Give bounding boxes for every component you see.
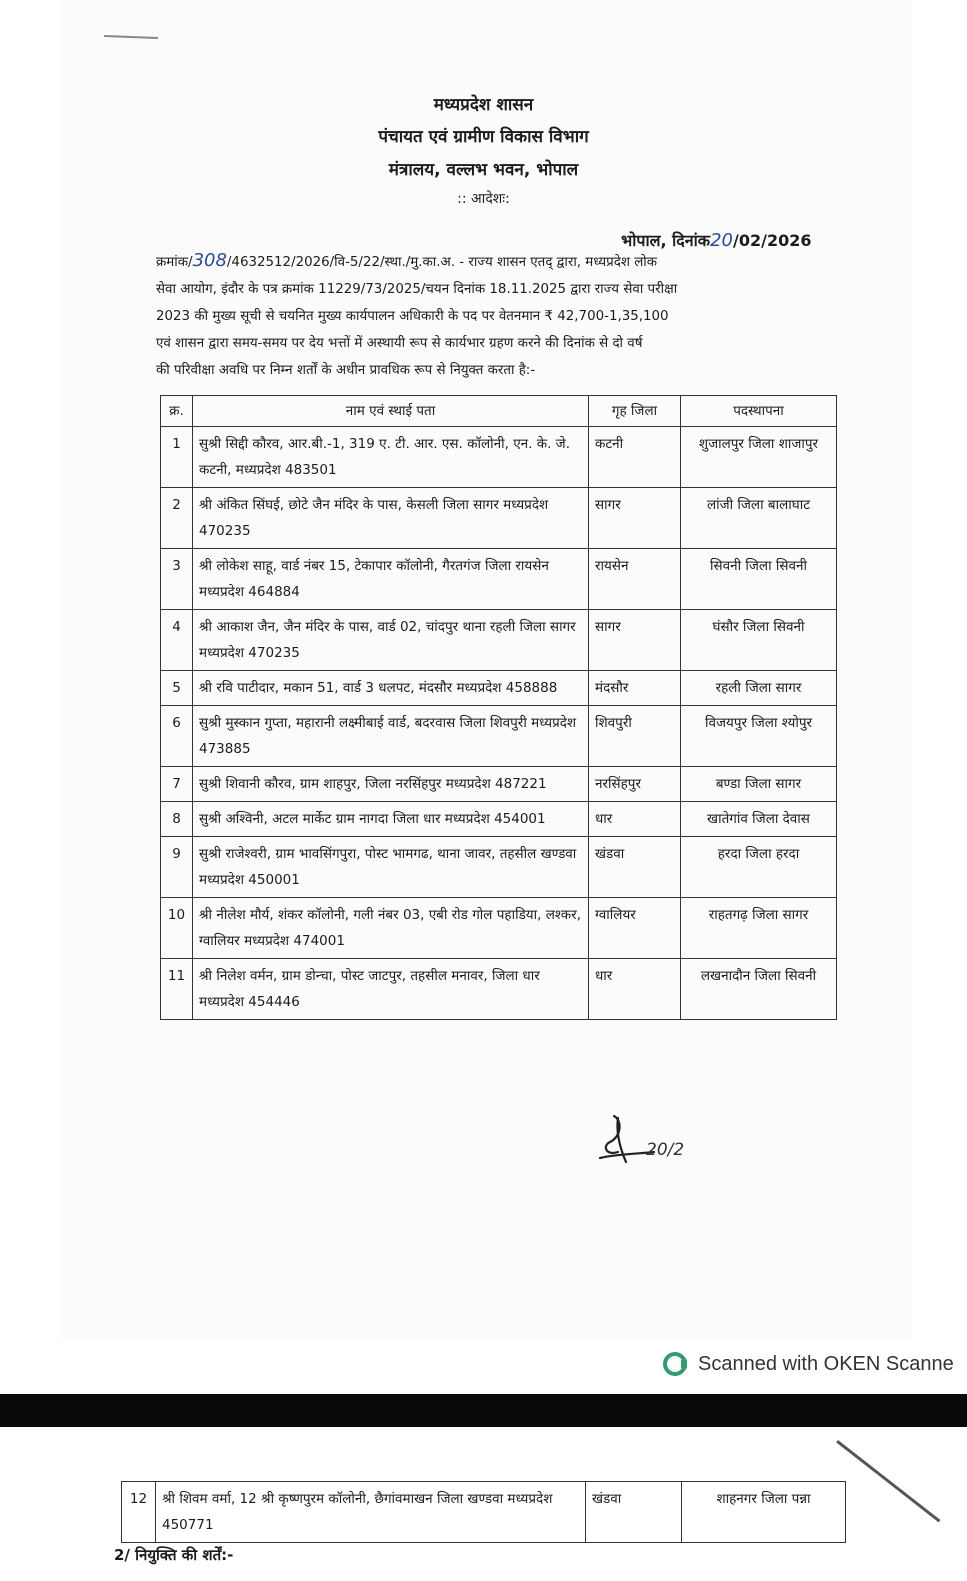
table-row (161, 898, 837, 959)
table-row (161, 959, 837, 1020)
cell-home-district: शिवपुरी (589, 706, 681, 767)
cell-posting: लांजी जिला बालाघाट (681, 488, 837, 549)
signature-date: 20/2 (646, 1140, 685, 1160)
cell-posting: विजयपुर जिला श्योपुर (681, 706, 837, 767)
table-row (161, 488, 837, 549)
header-office-address: मंत्रालय, वल्लभ भवन, भोपाल (388, 160, 579, 180)
cell-serial: 3 (161, 549, 193, 610)
order-line-1 (156, 247, 844, 276)
cell-home-district: रायसेन (589, 549, 681, 610)
cell-name-address: सुश्री सिद्दी कौरव, आर.बी.-1, 319 ए. टी. आर. एस. कॉलोनी, एन. के. जे. कटनी, मध्यप्रदेश 483501 (193, 427, 589, 488)
appointment-table (160, 395, 837, 1020)
cell-posting: सिवनी जिला सिवनी (681, 549, 837, 610)
table-header-row (161, 396, 837, 427)
cell-name-address: श्री लोकेश साहू, वार्ड नंबर 15, टेकापार कॉलोनी, गैरतगंज जिला रायसेन मध्यप्रदेश 464884 (193, 549, 589, 610)
cell-serial: 12 (122, 1482, 156, 1543)
cell-posting: खातेगांव जिला देवास (681, 802, 837, 837)
cell-serial: 9 (161, 837, 193, 898)
col-header-posting: पदस्थापना (681, 396, 837, 427)
table-row (161, 610, 837, 671)
col-header-name-address: नाम एवं स्थाई पता (193, 396, 589, 427)
cell-name-address: सुश्री मुस्कान गुप्ता, महारानी लक्ष्मीबाई वार्ड, बदरवास जिला शिवपुरी मध्यप्रदेश 473885 (193, 706, 589, 767)
scanner-watermark (662, 1350, 954, 1378)
order-line-2: सेवा आयोग, इंदौर के पत्र क्रमांक 11229/73/2025/चयन दिनांक 18.11.2025 द्वारा राज्य सेवा परीक्षा (156, 282, 678, 297)
date-rest: /02/2026 (732, 231, 812, 250)
header-government: मध्यप्रदेश शासन (433, 95, 534, 115)
conditions-heading: 2/ नियुक्ति की शर्तें:- (114, 1546, 234, 1564)
cell-name-address: सुश्री अश्विनी, अटल मार्केट ग्राम नागदा जिला धार मध्यप्रदेश 454001 (193, 802, 589, 837)
cell-name-address: सुश्री राजेश्वरी, ग्राम भावसिंगपुरा, पोस्ट भामगढ, थाना जावर, तहसील खण्डवा मध्यप्रदेश 450001 (193, 837, 589, 898)
cell-home-district: सागर (589, 488, 681, 549)
cell-serial: 10 (161, 898, 193, 959)
header-order-title: :: आदेशः: (457, 191, 510, 207)
table-row (161, 549, 837, 610)
oken-scanner-logo-icon (662, 1350, 690, 1378)
order-prefix: क्रमांक/ (156, 255, 193, 270)
date-day-handwritten: 20 (710, 230, 733, 251)
scanner-watermark-text: Scanned with OKEN Scanne (698, 1352, 954, 1375)
cell-home-district: सागर (589, 610, 681, 671)
table-row (161, 706, 837, 767)
cell-home-district: खंडवा (589, 837, 681, 898)
cell-home-district: खंडवा (586, 1482, 682, 1543)
cell-serial: 4 (161, 610, 193, 671)
table-row (161, 427, 837, 488)
order-line-4: एवं शासन द्वारा समय-समय पर देय भत्तों में अस्थायी रूप से कार्यभार ग्रहण करने की दिनांक से दो वर्ष (156, 336, 643, 351)
order-number-handwritten: 308 (192, 250, 227, 271)
col-header-home-district: गृह जिला (589, 396, 681, 427)
cell-posting: राहतगढ़ जिला सागर (681, 898, 837, 959)
cell-home-district: मंदसौर (589, 671, 681, 706)
cell-posting: घंसौर जिला सिवनी (681, 610, 837, 671)
cell-name-address: सुश्री शिवानी कौरव, ग्राम शाहपुर, जिला नरसिंहपुर मध्यप्रदेश 487221 (193, 767, 589, 802)
cell-posting: रहली जिला सागर (681, 671, 837, 706)
cell-name-address: श्री रवि पाटीदार, मकान 51, वार्ड 3 धलपट, मंदसौर मध्यप्रदेश 458888 (193, 671, 589, 706)
cell-posting: लखनादौन जिला सिवनी (681, 959, 837, 1020)
table-row (122, 1482, 846, 1543)
appointment-table-continued (121, 1481, 846, 1543)
cell-posting: शाहनगर जिला पन्ना (682, 1482, 846, 1543)
cell-serial: 6 (161, 706, 193, 767)
cell-posting: शुजालपुर जिला शाजापुर (681, 427, 837, 488)
cell-serial: 7 (161, 767, 193, 802)
cell-posting: हरदा जिला हरदा (681, 837, 837, 898)
table-row (161, 802, 837, 837)
cell-name-address: श्री शिवम वर्मा, 12 श्री कृष्णपुरम कॉलोनी, छैगांवमाखन जिला खण्डवा मध्यप्रदेश 450771 (156, 1482, 586, 1543)
cell-home-district: ग्वालियर (589, 898, 681, 959)
cell-home-district: कटनी (589, 427, 681, 488)
cell-posting: बण्डा जिला सागर (681, 767, 837, 802)
cell-name-address: श्री आकाश जैन, जैन मंदिर के पास, वार्ड 02, चांदपुर थाना रहली जिला सागर मध्यप्रदेश 470235 (193, 610, 589, 671)
cell-serial: 1 (161, 427, 193, 488)
cell-home-district: धार (589, 802, 681, 837)
col-header-serial: क्र. (161, 396, 193, 427)
order-line-3: 2023 की मुख्य सूची से चयनित मुख्य कार्यपालन अधिकारी के पद पर वेतनमान ₹ 42,700-1,35,100 (156, 309, 669, 324)
order-line-5: की परिवीक्षा अवधि पर निम्न शर्तों के अधीन प्रावधिक रूप से नियुक्त करता है:- (156, 363, 536, 378)
table-row (161, 671, 837, 706)
cell-home-district: धार (589, 959, 681, 1020)
page-divider-bar (0, 1394, 967, 1427)
table-row (161, 837, 837, 898)
cell-name-address: श्री नीलेश मौर्य, शंकर कॉलोनी, गली नंबर 03, एबी रोड गोल पहाडिया, लश्कर, ग्वालियर मध्यप्रदेश 474001 (193, 898, 589, 959)
table-row (161, 767, 837, 802)
cell-serial: 5 (161, 671, 193, 706)
cell-name-address: श्री निलेश वर्मन, ग्राम डोन्चा, पोस्ट जाटपुर, तहसील मनावर, जिला धार मध्यप्रदेश 454446 (193, 959, 589, 1020)
cell-name-address: श्री अंकित सिंघई, छोटे जैन मंदिर के पास, केसली जिला सागर मध्यप्रदेश 470235 (193, 488, 589, 549)
cell-serial: 2 (161, 488, 193, 549)
cell-serial: 8 (161, 802, 193, 837)
date-prefix: भोपाल, दिनांक (621, 231, 711, 250)
order-line-1-text: /4632512/2026/वि-5/22/स्था./मु.का.अ. - राज्य शासन एतद् द्वारा, मध्यप्रदेश लोक (226, 255, 658, 270)
header-department: पंचायत एवं ग्रामीण विकास विभाग (378, 127, 589, 147)
order-paragraph (156, 247, 844, 384)
cell-serial: 11 (161, 959, 193, 1020)
cell-home-district: नरसिंहपुर (589, 767, 681, 802)
